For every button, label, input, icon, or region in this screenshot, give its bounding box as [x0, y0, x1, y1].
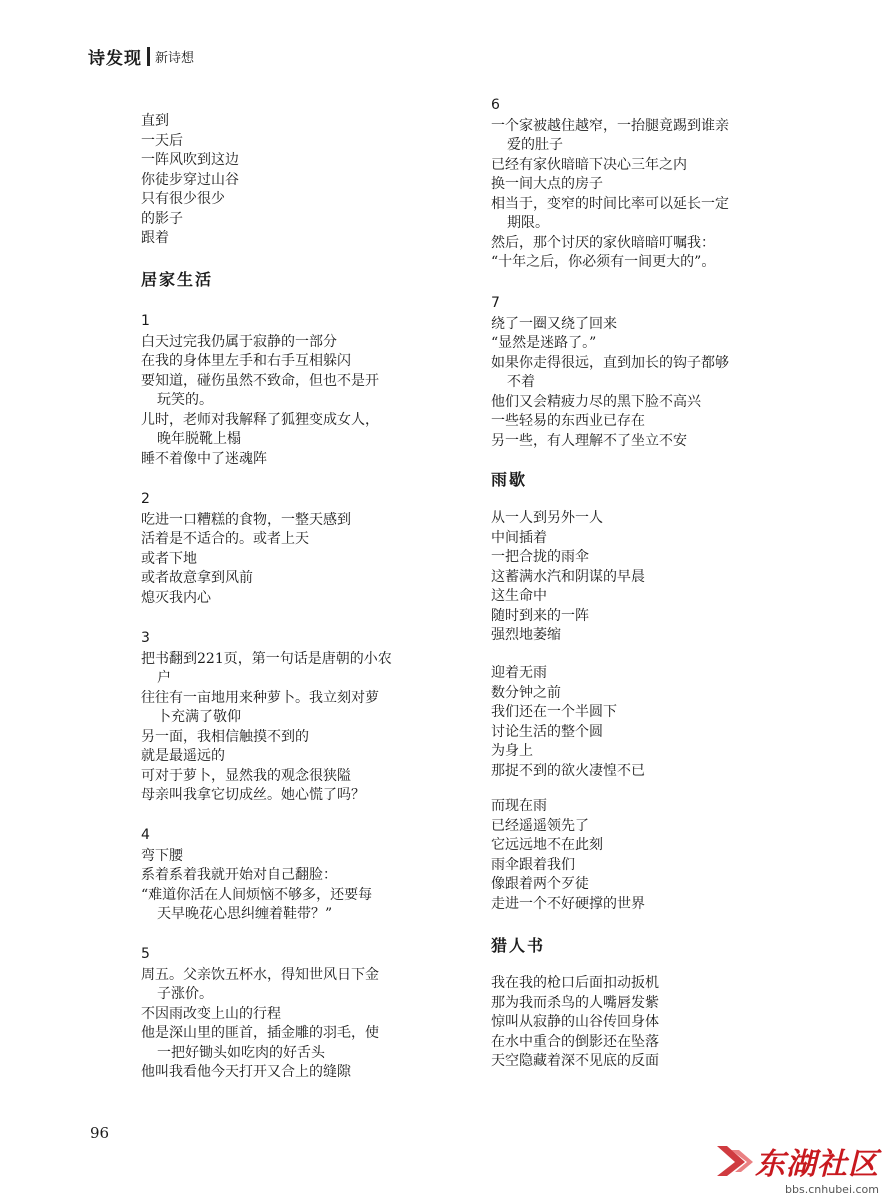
poem-line: 另一面，我相信触摸不到的: [141, 728, 309, 745]
section-3: [141, 629, 441, 806]
poem-line: 我们还在一个半圆下: [491, 704, 617, 720]
poem-line: 数分钟之前: [491, 684, 561, 701]
section-number: 2: [141, 491, 150, 507]
poem-line: 那为我而杀鸟的人嘴唇发紫: [491, 994, 659, 1011]
poem-line: 如果你走得很远，直到加长的钩子都够: [491, 354, 729, 371]
poem-line: 一些轻易的东西业已存在: [491, 413, 645, 429]
poem-line-continuation: 户: [157, 670, 171, 686]
section-title: 诗发现: [88, 49, 142, 69]
poem-line: “十年之后，你必须有一间更大的”。: [491, 254, 716, 270]
poem-line: 像跟着两个歹徒: [491, 876, 589, 892]
section-2: [141, 490, 441, 608]
poem-line: 绕了一圈又绕了回来: [491, 315, 617, 332]
poem-line: 活着是不适合的。或者上天: [141, 531, 309, 547]
poem-line: 他是深山里的匪首，插金雕的羽毛，使: [141, 1025, 379, 1041]
poem-line-continuation: 一把好锄头如吃肉的好舌头: [157, 1044, 325, 1061]
poem-title-yuxie: 雨歇: [491, 470, 528, 489]
poem-line-continuation: 爱的肚子: [507, 137, 563, 153]
poem-line: 弯下腰: [141, 847, 183, 864]
poem-line: 你徒步穿过山谷: [141, 171, 239, 188]
poem-line: 这蓄满水汽和阴谋的早晨: [491, 568, 645, 585]
section-number: 7: [491, 295, 500, 311]
poem-line: 那捉不到的欲火凄惶不已: [491, 762, 645, 779]
poem-line-continuation: 玩笑的。: [157, 392, 213, 408]
poem-line-continuation: 晚年脱靴上榻: [157, 431, 241, 447]
poem-line: 一个家被越住越窄，一抬腿竟踢到谁亲: [491, 117, 729, 134]
poem-line: 往往有一亩地用来种萝卜。我立刻对萝: [141, 689, 379, 706]
section-6: [491, 96, 791, 273]
yuxie-stanza-2: [491, 664, 791, 781]
poem-line: “显然是迷路了。”: [491, 335, 597, 351]
poem-line: 在我的身体里左手和右手互相躲闪: [141, 353, 351, 369]
poem-line: 我在我的枪口后面扣动扳机: [491, 975, 659, 991]
header-divider: [147, 47, 150, 66]
poem-line: 母亲叫我拿它切成丝。她心慌了吗？: [141, 787, 365, 803]
poem-line: 跟着: [141, 230, 169, 246]
poem-line: 天空隐藏着深不见底的反面: [491, 1053, 659, 1069]
poem-line: 把书翻到221页，第一句话是唐朝的小农: [141, 650, 392, 667]
poem-line: 为身上: [491, 743, 533, 759]
poem-line-continuation: 子涨价。: [157, 986, 213, 1002]
poem-line: 要知道，碰伤虽然不致命，但也不是开: [141, 372, 379, 389]
poem-line: 而现在雨: [491, 798, 547, 814]
section-number: 4: [141, 827, 150, 843]
poem-line: 只有很少很少: [141, 191, 225, 207]
section-number: 5: [141, 946, 150, 962]
column-title: 新诗想: [155, 51, 195, 66]
poem-line: 强烈地萎缩: [491, 627, 561, 643]
poem-line: 惊叫从寂静的山谷传回身体: [491, 1014, 659, 1030]
poem-line: 他叫我看他今天打开又合上的缝隙: [141, 1064, 351, 1080]
poem-line: 他们又会精疲力尽的黑下脸不高兴: [491, 393, 701, 410]
poem-line: 这生命中: [491, 588, 547, 604]
poem-line: 随时到来的一阵: [491, 607, 589, 624]
poem-line-continuation: 期限。: [507, 215, 549, 231]
watermark-logo: [713, 1139, 879, 1183]
poem-line: 儿时，老师对我解释了狐狸变成女人，: [141, 411, 379, 428]
poem-line: 已经有家伙暗暗下决心三年之内: [491, 156, 687, 173]
poem-line: 讨论生活的整个圆: [491, 723, 603, 740]
poem-line: 或者故意拿到风前: [141, 570, 253, 586]
poem-line: 直到: [141, 113, 169, 129]
poem-line: 换一间大点的房子: [491, 176, 603, 192]
section-number: 6: [491, 97, 500, 113]
poem-line: 已经遥遥领先了: [491, 817, 589, 834]
poem-line-continuation: 不着: [507, 374, 535, 390]
poem-line: 周五。父亲饮五杯水，得知世风日下金: [141, 966, 379, 983]
poem-line: 的影子: [141, 210, 183, 227]
poem-line: 不因雨改变上山的行程: [141, 1005, 281, 1022]
poem-line: 一把合拢的雨伞: [491, 549, 589, 565]
poem-line: 可对于萝卜，显然我的观念很狭隘: [141, 767, 351, 784]
poem-line-continuation: 天早晚花心思纠缠着鞋带？”: [157, 906, 333, 922]
yuxie-stanza-3: [491, 797, 791, 914]
section-number: 1: [141, 313, 150, 329]
poem-line: 另一些，有人理解不了坐立不安: [491, 432, 687, 449]
poem-line: 走进一个不好硬撑的世界: [491, 895, 645, 912]
poem-title-jujia: 居家生活: [141, 270, 214, 289]
section-1: [141, 312, 441, 469]
poem-line: 它远远地不在此刻: [491, 837, 603, 853]
poem-line: 中间插着: [491, 529, 547, 546]
hubei-logo-icon: [713, 1144, 755, 1178]
poem-line: 然后，那个讨厌的家伙暗暗叮嘱我：: [491, 234, 715, 251]
poem-line: 在水中重合的倒影还在坠落: [491, 1033, 659, 1050]
poem-line-continuation: 卜充满了敬仰: [157, 709, 241, 725]
watermark: [713, 1139, 879, 1196]
poem-line: 吃进一口糟糕的食物，一整天感到: [141, 511, 351, 528]
section-5: [141, 945, 441, 1083]
poem-line: 迎着无雨: [491, 665, 547, 681]
page-header: [88, 44, 194, 69]
poem-line: 雨伞跟着我们: [491, 856, 575, 873]
section-number: 3: [141, 630, 150, 646]
poem-title-lierenshu: 猎人书: [491, 936, 546, 955]
poem-line: 熄灭我内心: [141, 589, 211, 606]
section-4: [141, 826, 441, 925]
poem-line: 系着系着我就开始对自己翻脸：: [141, 867, 337, 883]
section-7: [491, 294, 791, 451]
lierenshu-stanza-1: [491, 974, 791, 1072]
poem-line: 就是最遥远的: [141, 748, 225, 764]
watermark-url: bbs.cnhubei.com: [785, 1183, 879, 1196]
poem-line: 睡不着像中了迷魂阵: [141, 450, 267, 467]
watermark-name: 东湖社区: [755, 1147, 879, 1182]
poem-line: 白天过完我仍属于寂静的一部分: [141, 333, 337, 350]
poem-line: 从一人到另外一人: [491, 510, 603, 526]
poem-line: 一阵风吹到这边: [141, 152, 239, 168]
intro-stanza: [141, 112, 441, 249]
poem-line: “难道你活在人间烦恼不够多，还要每: [141, 886, 373, 903]
page-number: 96: [90, 1124, 110, 1142]
poem-line: 相当于，变窄的时间比率可以延长一定: [491, 195, 729, 212]
poem-line: 或者下地: [141, 550, 197, 567]
poem-line: 一天后: [141, 132, 183, 149]
yuxie-stanza-1: [491, 509, 791, 646]
